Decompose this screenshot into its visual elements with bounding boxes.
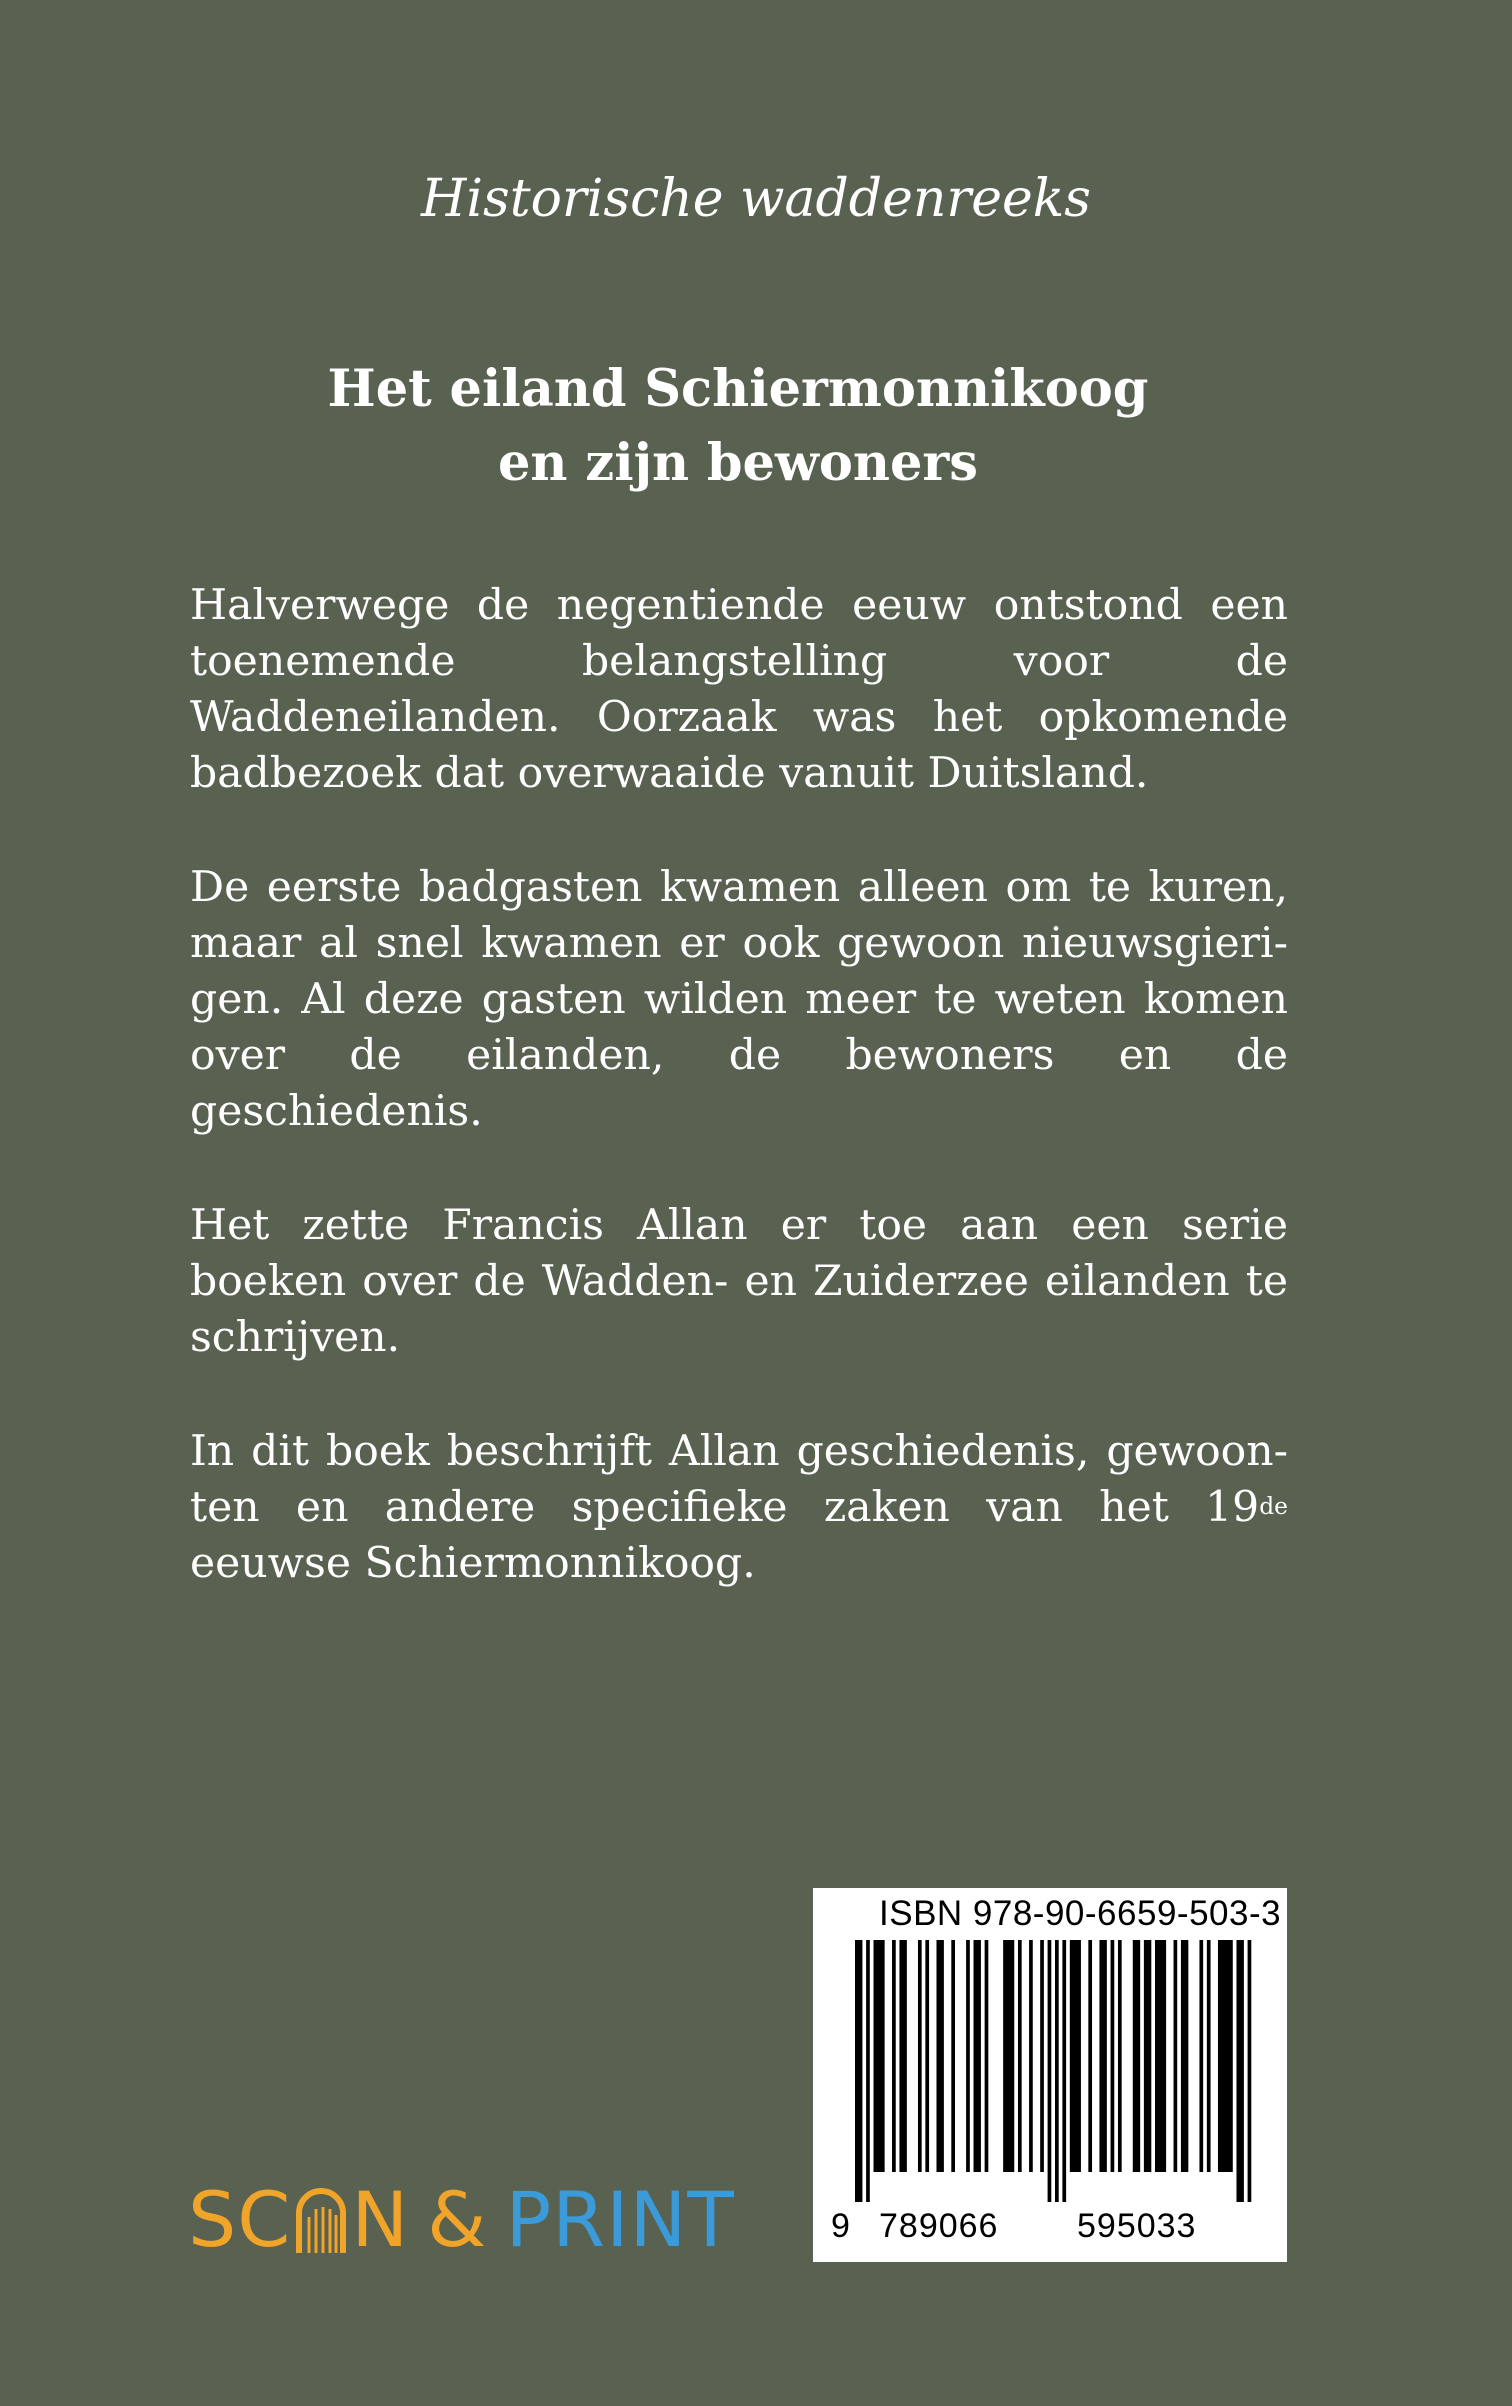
blurb <box>190 578 1288 1650</box>
barcode-bar <box>1111 1940 1115 2172</box>
isbn-label: ISBN 978-90-6659-503-3 <box>879 1894 1282 1933</box>
barcode-bar <box>1236 1940 1243 2202</box>
publisher-logo <box>188 2175 735 2264</box>
blurb-paragraph-4-part-2: eeuwse Schiermonnikoog. <box>190 1539 756 1588</box>
barcode-bar <box>1070 1940 1081 2172</box>
barcode-bar <box>1218 1940 1233 2172</box>
book-title-line-2: en zijn bewoners <box>497 433 979 493</box>
blurb-paragraph-4-part-1: In dit boek beschrijft Allan geschiedenis, gewoonten en andere specifieke zaken van het 19 <box>190 1427 1288 1532</box>
arch-icon <box>295 2187 347 2253</box>
barcode-bar <box>918 1940 922 2172</box>
barcode-bar <box>1018 1940 1022 2172</box>
blurb-paragraph-4 <box>190 1424 1288 1592</box>
blurb-paragraph-3: Het zette Francis Allan er toe aan een serie boeken over de Wadden- en Zuiderzee eilanden te schrijven. <box>190 1201 1288 1362</box>
barcode-bar <box>1029 1940 1033 2172</box>
barcode-bar <box>1181 1940 1188 2172</box>
barcode-bar <box>1155 1940 1166 2172</box>
logo-text-sc: SC <box>188 2175 292 2264</box>
book-title <box>0 352 1476 500</box>
logo-ampersand: & <box>427 2175 488 2264</box>
barcode-bar <box>1118 1940 1122 2172</box>
barcode-bar <box>951 1940 955 2172</box>
barcode-bar <box>936 1940 943 2172</box>
series-title: Historische waddenreeks <box>421 169 1091 229</box>
barcode-bar <box>899 1940 906 2172</box>
barcode-digit-first: 9 <box>831 2207 850 2245</box>
barcode-icon <box>855 1940 1255 2202</box>
blurb-paragraph-1: Halverwege de negentiende eeuw ontstond een toenemende belangstelling voor de Waddeneilanden. Oorzaak was het opkomende badbezoek dat overwaaide vanuit Duitsland. <box>190 581 1288 798</box>
barcode-bar <box>1088 1940 1092 2172</box>
barcode-bar <box>1099 1940 1106 2172</box>
barcode-bar <box>1144 1940 1151 2172</box>
barcode-bar <box>974 1940 981 2172</box>
barcode-digits-left: 789066 <box>879 2207 999 2245</box>
barcode-bar <box>892 1940 896 2172</box>
barcode-bar <box>1048 1940 1052 2202</box>
barcode-bar <box>855 1940 862 2202</box>
barcode-bar <box>1207 1940 1211 2172</box>
barcode-panel <box>813 1888 1287 2262</box>
barcode-bar <box>985 1940 989 2172</box>
blurb-paragraph-2: De eerste badgasten kwamen alleen om te kuren, maar al snel kwamen er ook gewoon nieuwsgierigen. Al deze gasten wilden meer te weten komen over de eilanden, de bewoners en de geschiedenis. <box>190 863 1288 1136</box>
logo-text-n: N <box>351 2175 410 2264</box>
book-title-line-1: Het eiland Schiermonnikoog <box>327 359 1149 419</box>
barcode-bar <box>1062 1940 1066 2202</box>
barcode-bar <box>1055 1940 1059 2202</box>
barcode-bar <box>966 1940 970 2172</box>
barcode-bar <box>1199 1940 1203 2172</box>
barcode-digits-right: 595033 <box>1077 2207 1197 2245</box>
barcode-bar <box>925 1940 929 2172</box>
barcode-bar <box>1174 1940 1178 2172</box>
barcode-bar <box>1248 1940 1252 2202</box>
barcode-bar <box>1040 1940 1044 2172</box>
barcode-bar <box>866 1940 870 2202</box>
barcode-bar <box>874 1940 885 2172</box>
logo-text-print: PRINT <box>505 2175 735 2264</box>
ordinal-suffix: de <box>1259 1491 1288 1520</box>
barcode-bar <box>1133 1940 1140 2172</box>
barcode-bar <box>1003 1940 1014 2172</box>
